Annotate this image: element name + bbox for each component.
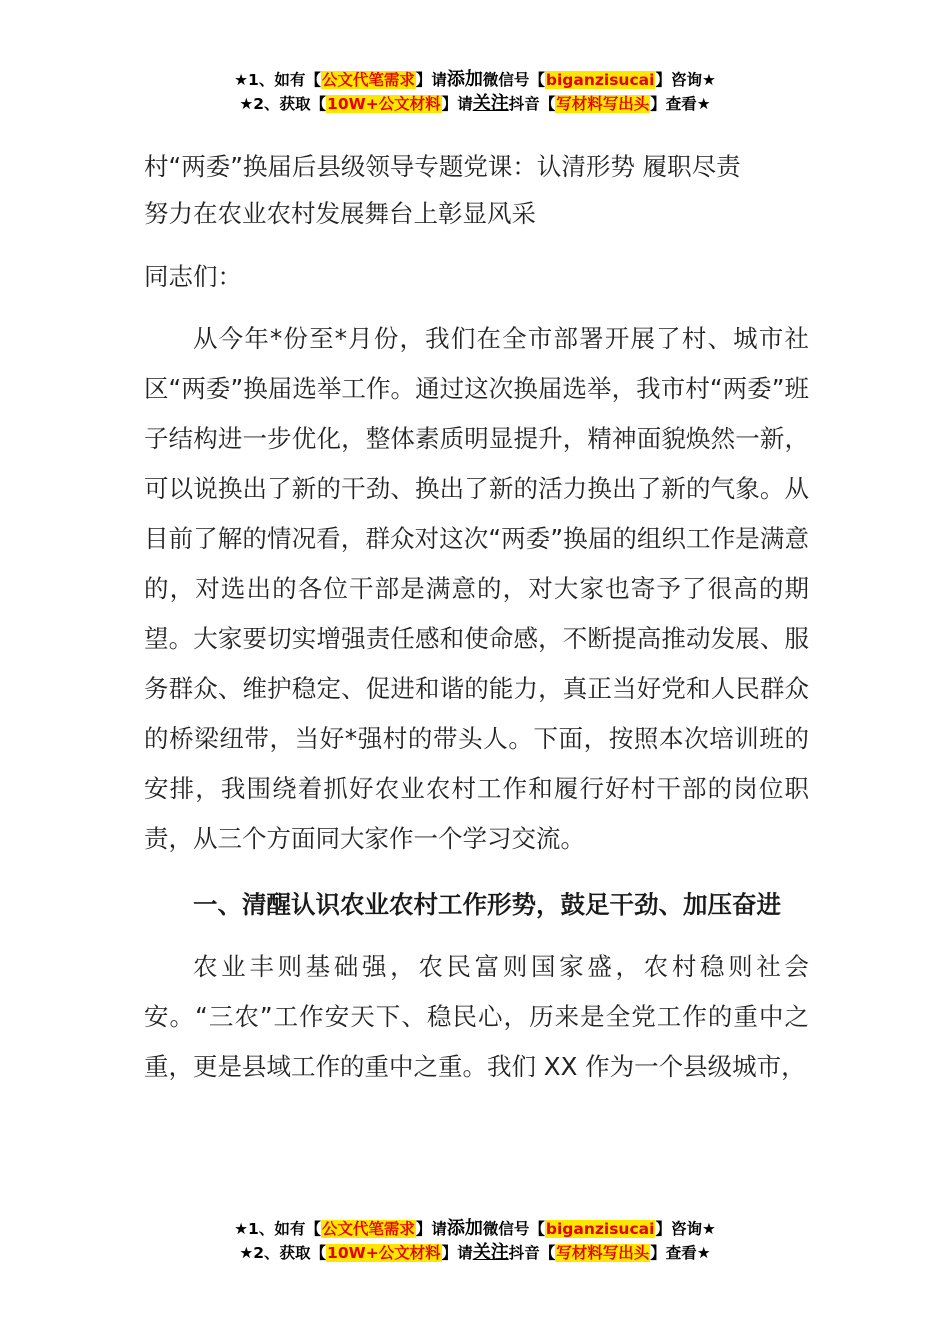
banner-emphasis: 添加 [446, 1218, 483, 1239]
top-banner [0, 68, 950, 116]
banner-highlight-wechat-id: biganzisucai [545, 1220, 655, 1238]
banner-text: 抖音【 [508, 95, 556, 113]
title-line-2: 努力在农业农村发展舞台上彰显风采 [144, 199, 536, 228]
banner-text: 抖音【 [508, 1244, 556, 1262]
paragraph-intro: 从今年*份至*月份，我们在全市部署开展了村、城市社区“两委”换届选举工作。通过这次换届选举，我市村“两委”班子结构进一步优化，整体素质明显提升，精神面貌焕然一新，可以说换出了新的干劲、换出了新的活力换出了新的气象。从目前了解的情况看，群众对这次“两委”换届的组织工作是满意的，对选出的各位干部是满意的，对大家也寄予了很高的期望。大家要切实增强责任感和使命感，不断提高推动发展、服务群众、维护稳定、促进和谐的能力，真正当好党和人民群众的桥梁纽带，当好*强村的带头人。下面，按照本次培训班的安排，我围绕着抓好农业农村工作和履行好村干部的岗位职责，从三个方面同大家作一个学习交流。 [144, 324, 809, 853]
banner-highlight-douyin: 写材料写出头 [556, 95, 650, 113]
banner-highlight-service: 公文代笔需求 [321, 71, 415, 89]
banner-text: ★1、如有【 [234, 71, 321, 89]
banner-text: 】咨询★ [655, 1220, 716, 1238]
banner-text: 】查看★ [650, 1244, 711, 1262]
banner-highlight-materials: 10W+公文材料 [327, 1244, 441, 1262]
banner-text: 】查看★ [650, 95, 711, 113]
salutation: 同志们： [144, 262, 242, 291]
banner-text: 微信号【 [482, 71, 545, 89]
banner-line-1 [0, 1217, 950, 1241]
banner-text: ★2、获取【 [239, 1244, 327, 1262]
banner-text: 】请 [415, 71, 447, 89]
document-body [144, 143, 809, 1092]
banner-text: 微信号【 [482, 1220, 545, 1238]
banner-highlight-douyin: 写材料写出头 [556, 1244, 650, 1262]
title-line-1: 村“两委”换届后县级领导专题党课：认清形势 履职尽责 [144, 152, 741, 181]
banner-emphasis: 关注 [472, 1242, 509, 1263]
banner-line-1 [0, 68, 950, 92]
banner-text: 】请 [441, 1244, 473, 1262]
banner-emphasis: 添加 [446, 69, 483, 90]
banner-text: 】请 [441, 95, 473, 113]
banner-text: 】咨询★ [655, 71, 716, 89]
banner-line-2 [0, 1241, 950, 1265]
section-heading-1: 一、清醒认识农业农村工作形势，鼓足干劲、加压奋进 [193, 890, 781, 919]
document-title [144, 143, 809, 237]
banner-text: 】请 [415, 1220, 447, 1238]
bottom-banner [0, 1217, 950, 1265]
banner-highlight-wechat-id: biganzisucai [545, 71, 655, 89]
banner-text: ★2、获取【 [239, 95, 327, 113]
banner-line-2 [0, 92, 950, 116]
banner-emphasis: 关注 [472, 93, 509, 114]
banner-highlight-materials: 10W+公文材料 [327, 95, 441, 113]
paragraph-section-1: 农业丰则基础强，农民富则国家盛，农村稳则社会安。“三农”工作安天下、稳民心，历来是全党工作的重中之重，更是县域工作的重中之重。我们 XX 作为一个县级城市， [144, 952, 809, 1081]
banner-highlight-service: 公文代笔需求 [321, 1220, 415, 1238]
banner-text: ★1、如有【 [234, 1220, 321, 1238]
